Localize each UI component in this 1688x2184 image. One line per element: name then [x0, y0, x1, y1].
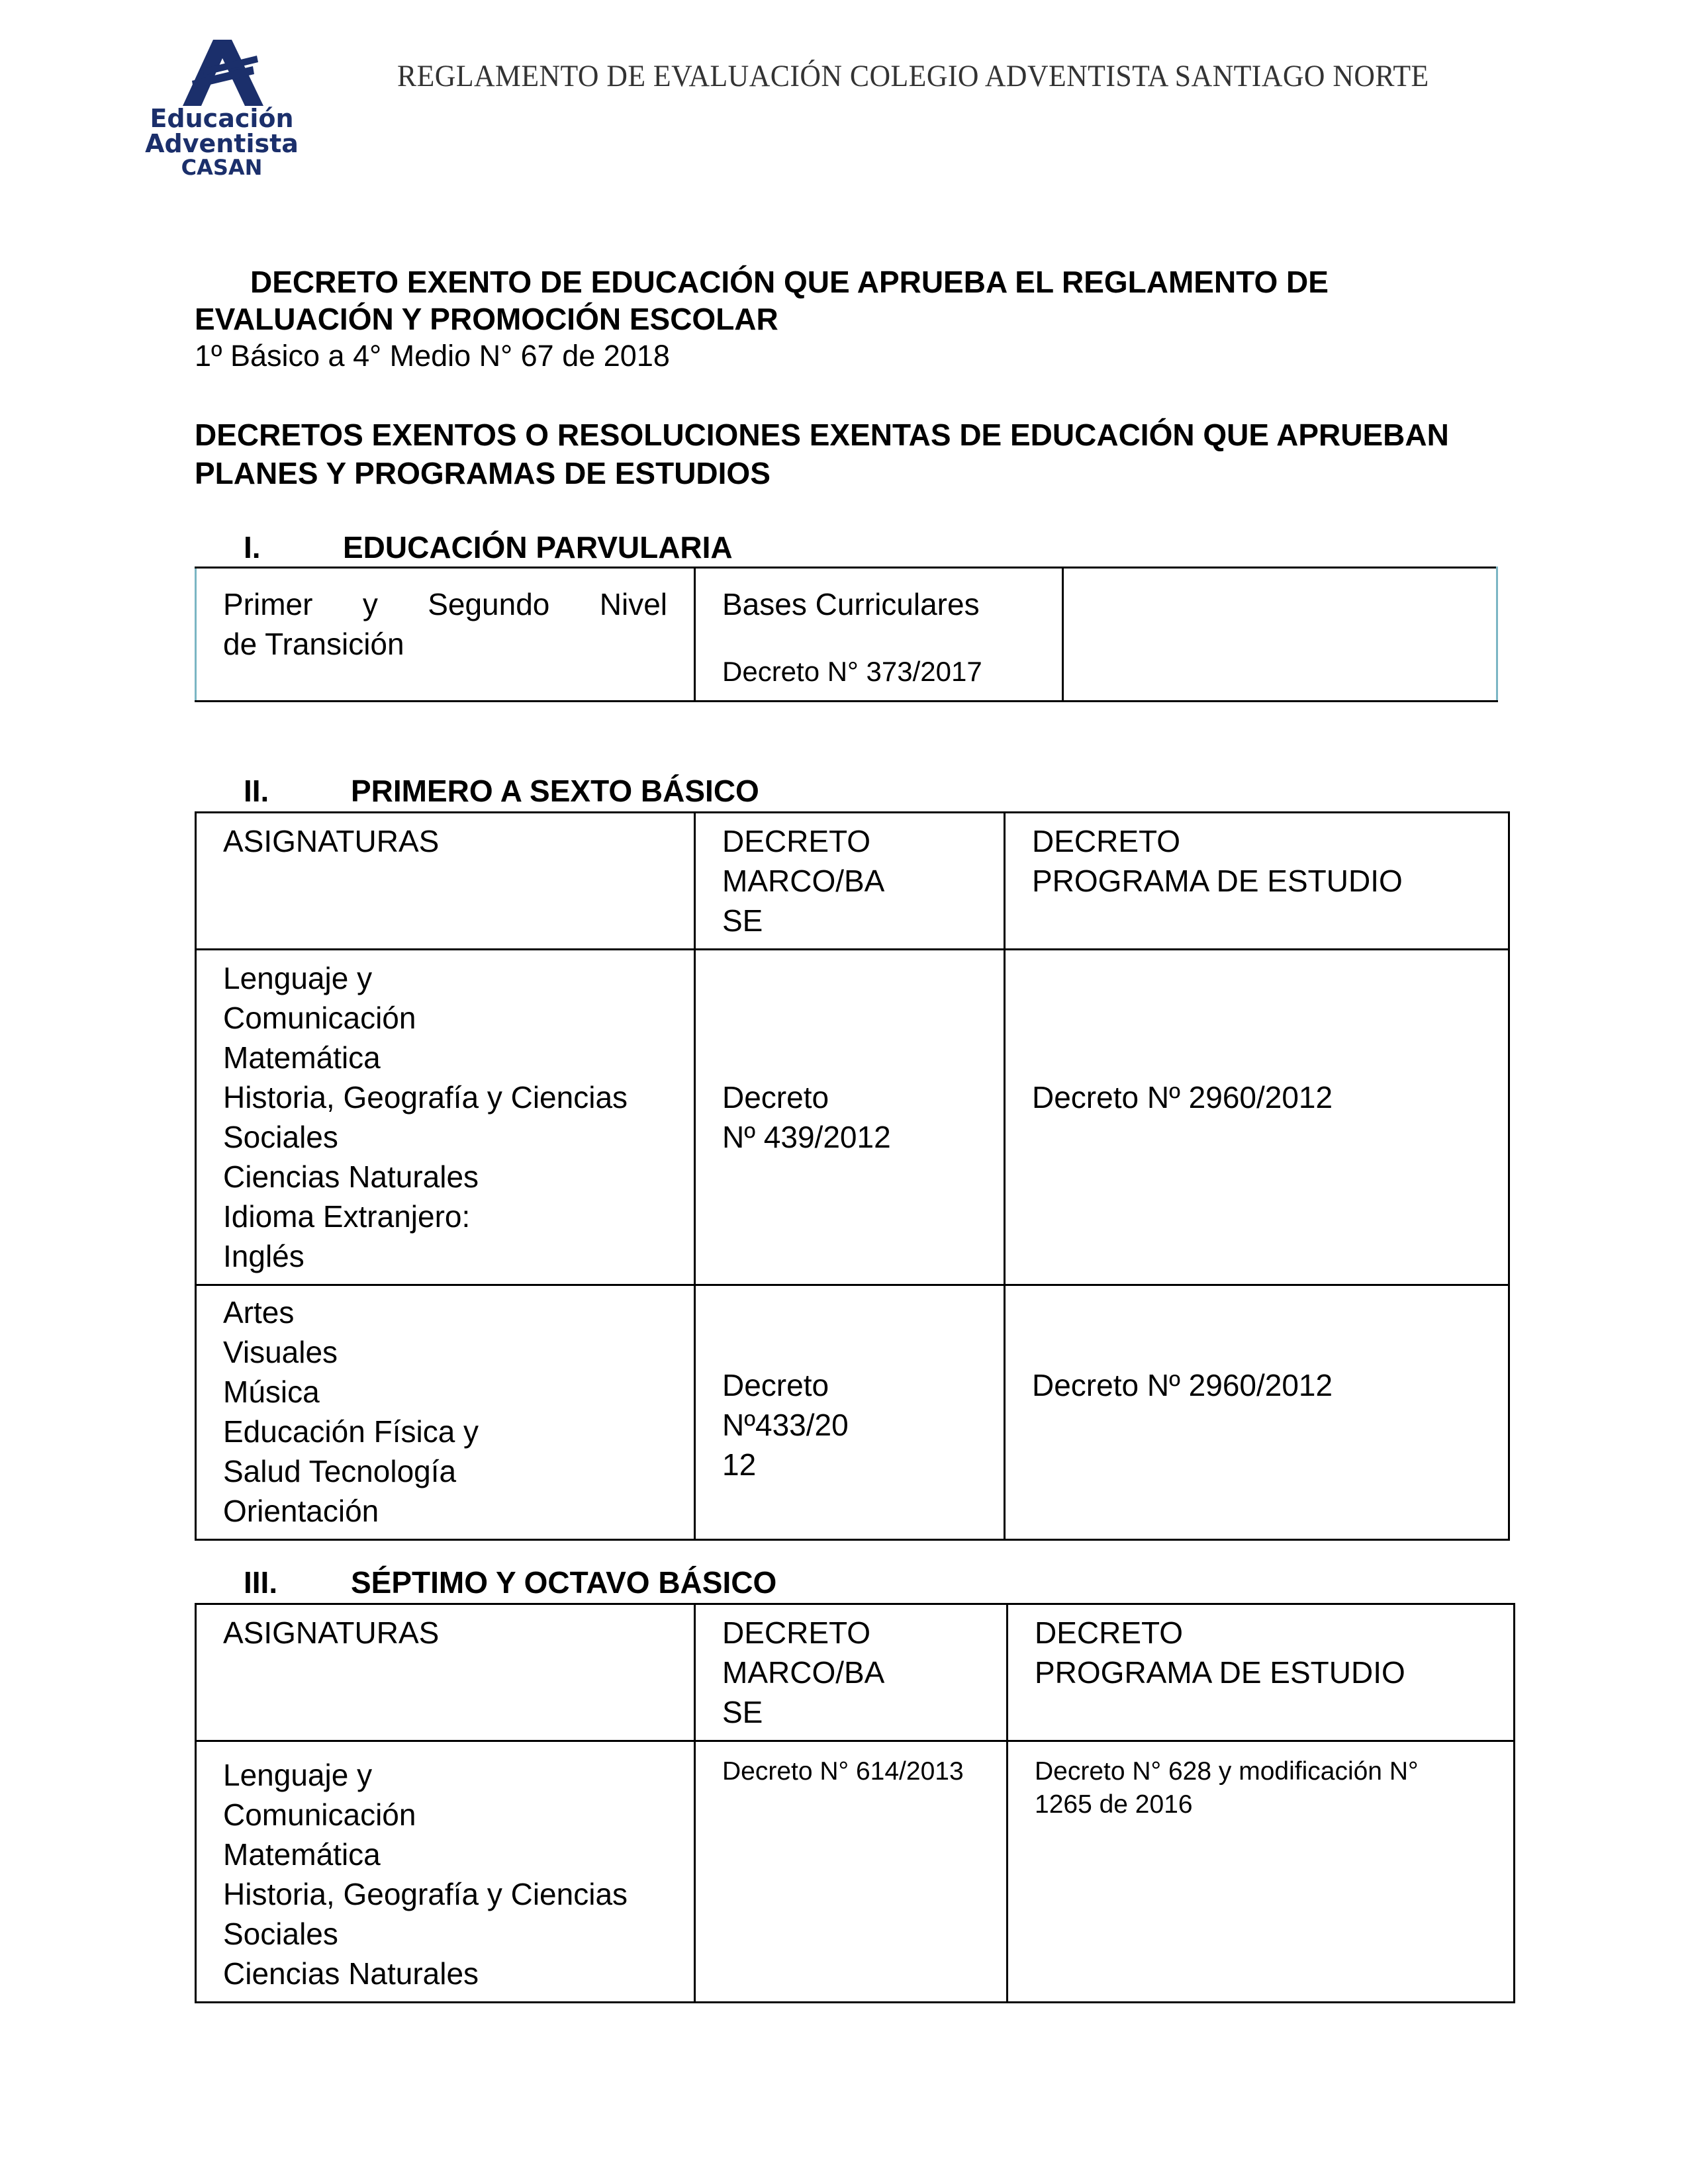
cell-text: Bases Curriculares	[722, 587, 980, 621]
subject: Ciencias Naturales	[223, 1160, 479, 1194]
subject: Lenguaje y	[223, 1758, 373, 1792]
header-text: MARCO/BA	[722, 1655, 885, 1690]
programa-cell	[1005, 950, 1509, 1285]
section-heading-1	[244, 529, 733, 565]
marco-cell	[695, 950, 1005, 1285]
marco-cell	[695, 1741, 1008, 2003]
marco-cell	[695, 1285, 1005, 1540]
header-text: ASIGNATURAS	[223, 824, 440, 858]
educacion-adventista-logo	[139, 40, 305, 179]
decree-text: Decreto N° 628 y modificación N°	[1035, 1757, 1419, 1786]
primero-sexto-table	[195, 811, 1510, 1541]
header-cell	[695, 813, 1005, 950]
subject: Educación Física y	[223, 1414, 479, 1449]
section-title: SÉPTIMO Y OCTAVO BÁSICO	[351, 1565, 777, 1600]
plans-title-line-1: DECRETOS EXENTOS O RESOLUCIONES EXENTAS DE EDUCACIÓN QUE APRUEBAN	[195, 418, 1449, 452]
header-text: ASIGNATURAS	[223, 1615, 440, 1650]
subject: Inglés	[223, 1239, 305, 1273]
subjects-cell	[196, 1741, 695, 2003]
document-header-title: REGLAMENTO DE EVALUACIÓN COLEGIO ADVENTISTA SANTIAGO NORTE	[397, 59, 1429, 93]
decree-text: Decreto Nº 2960/2012	[1032, 1080, 1333, 1115]
logo-line-2: Adventista	[145, 129, 299, 158]
header-cell	[1005, 813, 1509, 950]
subject: Salud Tecnología	[223, 1454, 457, 1488]
subject: Sociales	[223, 1917, 338, 1951]
subject: Comunicación	[223, 1001, 416, 1035]
subject: Sociales	[223, 1120, 338, 1154]
decree-text: 12	[722, 1447, 757, 1482]
logo-text	[139, 106, 305, 179]
letter-a-logo-icon	[179, 40, 265, 106]
table-header-row	[196, 813, 1509, 950]
subject: Comunicación	[223, 1797, 416, 1832]
header-text: SE	[722, 1695, 763, 1729]
decree-title	[195, 263, 1538, 338]
table-row	[196, 568, 1497, 702]
header-text: SE	[722, 903, 763, 938]
cell-text: de Transición	[223, 627, 404, 661]
subjects-cell	[196, 1285, 695, 1540]
subject: Orientación	[223, 1494, 379, 1528]
decree-title-line-1: DECRETO EXENTO DE EDUCACIÓN QUE APRUEBA EL REGLAMENTO DE	[250, 265, 1329, 299]
header-cell	[1008, 1604, 1515, 1741]
header-cell	[196, 1604, 695, 1741]
header-text: DECRETO	[1035, 1615, 1184, 1650]
subject: Idioma Extranjero:	[223, 1199, 471, 1234]
section-heading-3	[244, 1565, 776, 1600]
section-heading-2	[244, 773, 759, 809]
decree-text: Nº 439/2012	[722, 1120, 891, 1154]
decree-text: Nº433/20	[722, 1408, 849, 1442]
header-text: DECRETO	[722, 824, 871, 858]
subject: Matemática	[223, 1040, 381, 1075]
header-cell	[695, 1604, 1008, 1741]
subjects-cell	[196, 950, 695, 1285]
header-text: DECRETO	[1032, 824, 1181, 858]
section-number: I.	[244, 530, 261, 565]
decree-text: Decreto Nº 2960/2012	[1032, 1368, 1333, 1402]
section-number: III.	[244, 1565, 278, 1600]
table-cell	[196, 568, 695, 702]
programa-cell	[1008, 1741, 1515, 2003]
header-text: PROGRAMA DE ESTUDIO	[1032, 864, 1403, 898]
subject: Lenguaje y	[223, 961, 373, 995]
header-text: MARCO/BA	[722, 864, 885, 898]
table-row	[196, 950, 1509, 1285]
subject: Matemática	[223, 1837, 381, 1872]
table-row	[196, 1741, 1515, 2003]
decree-title-line-2: EVALUACIÓN Y PROMOCIÓN ESCOLAR	[195, 302, 778, 336]
header-cell	[196, 813, 695, 950]
subject: Ciencias Naturales	[223, 1956, 479, 1991]
table-cell	[1063, 568, 1497, 702]
section-title: EDUCACIÓN PARVULARIA	[343, 530, 733, 565]
subject: Música	[223, 1375, 320, 1409]
decree-text: Decreto	[722, 1368, 829, 1402]
table-header-row	[196, 1604, 1515, 1741]
subject: Historia, Geografía y Ciencias	[223, 1080, 628, 1115]
table-cell	[695, 568, 1063, 702]
subject: Artes	[223, 1295, 295, 1330]
subject: Historia, Geografía y Ciencias	[223, 1877, 628, 1911]
decree-text: 1265 de 2016	[1035, 1790, 1193, 1819]
plans-title-line-2: PLANES Y PROGRAMAS DE ESTUDIOS	[195, 456, 771, 490]
septimo-octavo-table	[195, 1603, 1515, 2003]
table-row	[196, 1285, 1509, 1540]
plans-title	[195, 416, 1585, 492]
cell-text: Decreto N° 373/2017	[722, 656, 982, 687]
header-text: DECRETO	[722, 1615, 871, 1650]
cell-text: Primer y Segundo Nivel	[223, 587, 667, 621]
header-text: PROGRAMA DE ESTUDIO	[1035, 1655, 1405, 1690]
logo-line-3: CASAN	[181, 155, 263, 180]
logo-line-1: Educación	[150, 104, 294, 133]
decree-text: Decreto	[722, 1080, 829, 1115]
subject: Visuales	[223, 1335, 338, 1369]
decree-subtitle: 1º Básico a 4° Medio N° 67 de 2018	[195, 339, 670, 373]
section-title: PRIMERO A SEXTO BÁSICO	[351, 774, 759, 808]
parvularia-table	[195, 567, 1498, 702]
section-number: II.	[244, 774, 269, 808]
programa-cell	[1005, 1285, 1509, 1540]
decree-text: Decreto N° 614/2013	[722, 1757, 964, 1786]
